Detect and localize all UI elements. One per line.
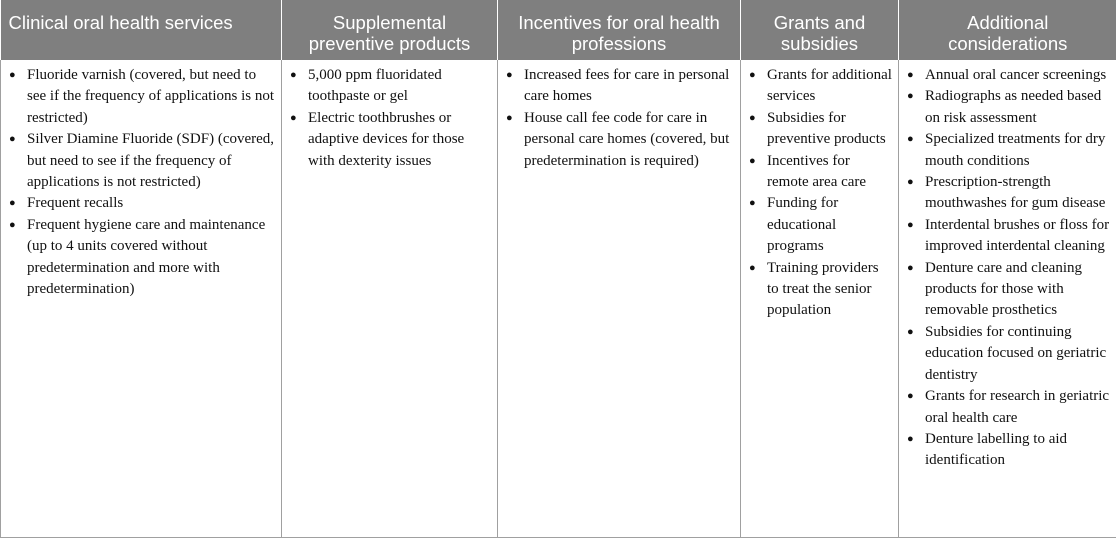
header-label: Additional considerations bbox=[948, 12, 1068, 54]
list-item bbox=[741, 65, 892, 108]
list-item bbox=[899, 386, 1110, 429]
list-item bbox=[741, 151, 892, 194]
list-item bbox=[498, 65, 734, 108]
cell-additional-considerations bbox=[899, 60, 1116, 538]
list-item bbox=[899, 258, 1110, 322]
list-item bbox=[498, 108, 734, 172]
table-header bbox=[1, 0, 1116, 60]
list-item bbox=[1, 215, 275, 301]
header-row bbox=[1, 0, 1116, 60]
list-item-text: Frequent recalls bbox=[27, 195, 124, 212]
bullet-icon: ● bbox=[907, 432, 914, 445]
list-item-text: Prescription-strength mouthwashes for gum disease bbox=[925, 174, 1106, 212]
bullet-icon: ● bbox=[9, 197, 16, 210]
list-item-text: Radiographs as needed based on risk assessment bbox=[925, 88, 1102, 126]
bullet-icon: ● bbox=[290, 69, 297, 81]
bullet-icon: ● bbox=[907, 69, 914, 81]
bullet-icon: ● bbox=[9, 133, 16, 146]
list-item-text: Incentives for remote area care bbox=[767, 152, 867, 191]
list-item-text: Fluoride varnish (covered, but need to see if the frequency of applications is not restricted) bbox=[27, 67, 275, 126]
cell-incentives-oral-health-professions bbox=[498, 60, 741, 538]
list-item bbox=[1, 65, 275, 129]
list-item bbox=[741, 258, 892, 322]
list-item bbox=[741, 193, 892, 257]
list-item bbox=[1, 193, 275, 214]
bullet-icon: ● bbox=[907, 90, 914, 103]
list-item-text: Training providers to treat the senior population bbox=[767, 259, 879, 319]
header-label: Incentives for oral health professions bbox=[518, 12, 720, 54]
list-item-text: Electric toothbrushes or adaptive devices for those with dexterity issues bbox=[308, 109, 465, 169]
bullet-icon: ● bbox=[506, 69, 513, 81]
list-item-text: Specialized treatments for dry mouth conditions bbox=[925, 131, 1106, 169]
table-row bbox=[1, 60, 1116, 538]
list-item-text: 5,000 ppm fluoridated toothpaste or gel bbox=[308, 67, 442, 105]
header-incentives-oral-health-professions bbox=[498, 0, 741, 60]
header-grants-and-subsidies bbox=[741, 0, 899, 60]
list-item-text: Denture care and cleaning products for those with removable prosthetics bbox=[925, 259, 1082, 319]
header-label: Supplemental preventive products bbox=[308, 12, 471, 54]
list-item-text: Frequent hygiene care and maintenance (up to 4 units covered without predetermination and more with predetermination) bbox=[27, 216, 266, 298]
list-item-text: Interdental brushes or floss for improved interdental cleaning bbox=[925, 216, 1110, 255]
header-additional-considerations bbox=[899, 0, 1116, 60]
bullet-icon: ● bbox=[290, 111, 297, 124]
list-item-text: Silver Diamine Fluoride (SDF) (covered, but need to see if the frequency of applications is not restricted) bbox=[27, 131, 275, 191]
cell-grants-and-subsidies bbox=[741, 60, 899, 538]
bullet-icon: ● bbox=[907, 325, 914, 338]
bullet-list bbox=[899, 60, 1116, 472]
list-item bbox=[741, 108, 892, 151]
list-item bbox=[1, 129, 275, 193]
bullet-list bbox=[1, 60, 281, 300]
list-item-text: Increased fees for care in personal care homes bbox=[524, 67, 730, 105]
list-item bbox=[899, 429, 1110, 472]
list-item bbox=[899, 322, 1110, 386]
bullet-icon: ● bbox=[749, 197, 756, 210]
list-item-text: House call fee code for care in personal care homes (covered, but predetermination is required) bbox=[524, 109, 730, 169]
list-item bbox=[282, 108, 491, 172]
list-item bbox=[282, 65, 491, 108]
bullet-icon: ● bbox=[907, 133, 914, 146]
list-item bbox=[899, 65, 1110, 86]
bullet-icon: ● bbox=[506, 111, 513, 124]
bullet-icon: ● bbox=[907, 218, 914, 231]
list-item-text: Grants for research in geriatric oral health care bbox=[925, 388, 1110, 426]
list-item-text: Annual oral cancer screenings bbox=[925, 67, 1107, 83]
list-item-text: Denture labelling to aid identification bbox=[925, 430, 1068, 469]
bullet-icon: ● bbox=[907, 390, 914, 403]
header-supplemental-preventive-products bbox=[282, 0, 498, 60]
table-body bbox=[1, 60, 1116, 538]
bullet-list bbox=[498, 60, 740, 172]
list-item-text: Grants for additional services bbox=[767, 67, 892, 105]
bullet-list bbox=[741, 60, 898, 322]
bullet-icon: ● bbox=[749, 111, 756, 124]
header-label: Grants and subsidies bbox=[773, 12, 866, 54]
list-item bbox=[899, 129, 1110, 172]
list-item-text: Subsidies for continuing education focused on geriatric dentistry bbox=[925, 323, 1107, 383]
bullet-icon: ● bbox=[749, 261, 756, 274]
bullet-icon: ● bbox=[749, 154, 756, 167]
header-label: Clinical oral health services bbox=[8, 12, 233, 33]
list-item bbox=[899, 172, 1110, 215]
bullet-icon: ● bbox=[9, 218, 16, 231]
bullet-icon: ● bbox=[749, 69, 756, 81]
bullet-list bbox=[282, 60, 497, 172]
list-item-text: Funding for educational programs bbox=[767, 195, 839, 255]
bullet-icon: ● bbox=[907, 261, 914, 274]
header-clinical-oral-health-services bbox=[1, 0, 282, 60]
list-item bbox=[899, 215, 1110, 258]
list-item-text: Subsidies for preventive products bbox=[767, 109, 886, 148]
bullet-icon: ● bbox=[907, 176, 914, 189]
cell-clinical-oral-health-services bbox=[1, 60, 282, 538]
cell-supplemental-preventive-products bbox=[282, 60, 498, 538]
list-item bbox=[899, 86, 1110, 129]
bullet-icon: ● bbox=[9, 69, 16, 81]
